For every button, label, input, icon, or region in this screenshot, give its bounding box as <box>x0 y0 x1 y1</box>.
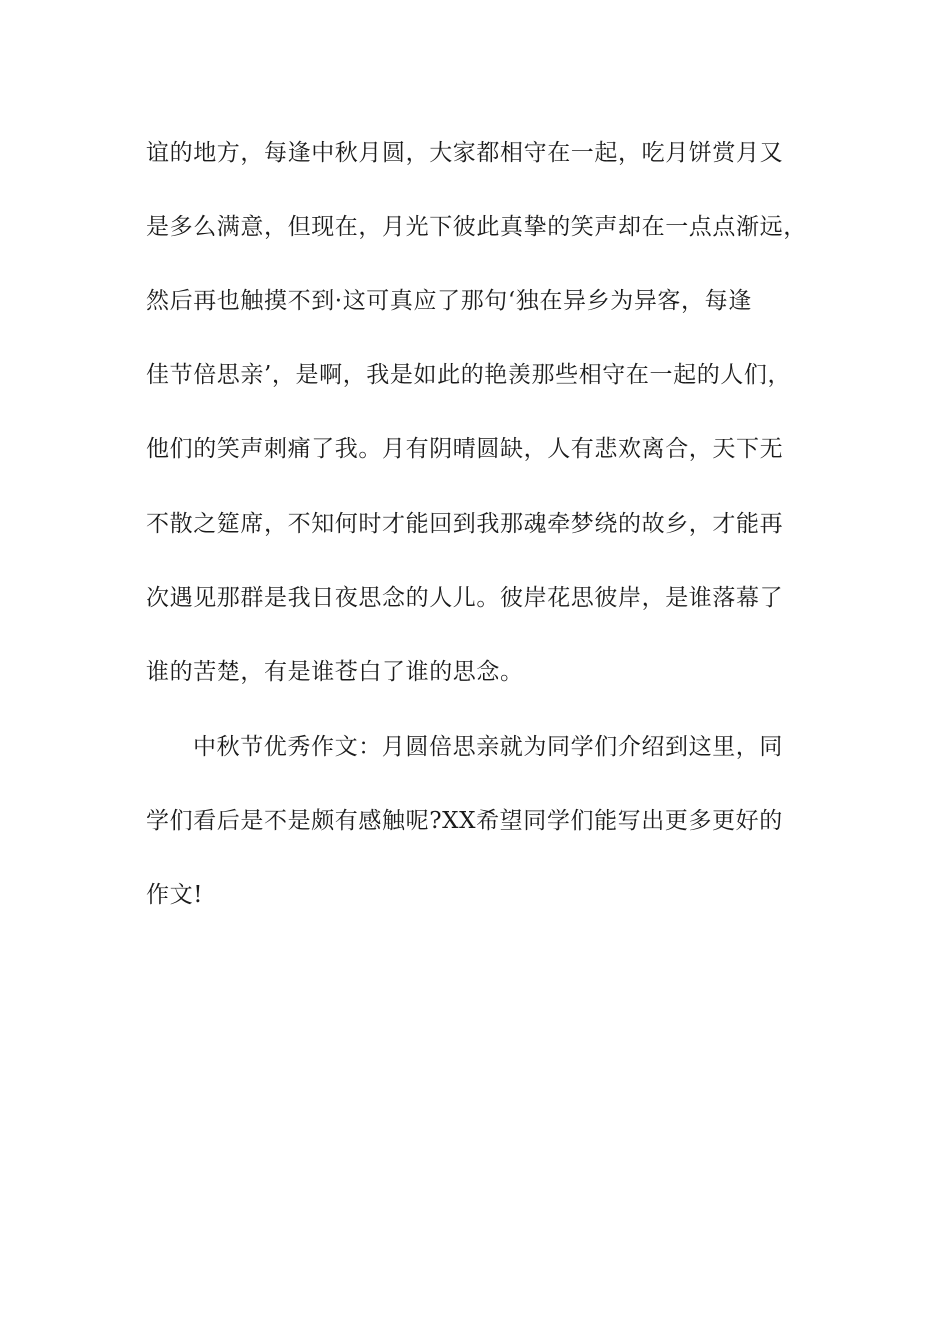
paragraph-1-line-6: 不散之筵席，不知何时才能回到我那魂牵梦绕的故乡，才能再 <box>146 511 784 537</box>
paragraph-1-line-7: 次遇见那群是我日夜思念的人儿。彼岸花思彼岸，是谁落幕了 <box>146 585 784 611</box>
paragraph-1-line-5: 他们的笑声刺痛了我。月有阴晴圆缺，人有悲欢离合，天下无 <box>146 436 784 462</box>
paragraph-1-line-3: 然后再也触摸不到·这可真应了那句‘独在异乡为异客，每逢 <box>146 288 752 314</box>
paragraph-2-line-3: 作文! <box>146 882 204 908</box>
paragraph-1-line-1: 谊的地方，每逢中秋月圆，大家都相守在一起，吃月饼赏月又 <box>146 140 784 166</box>
paragraph-2-line-2: 学们看后是不是颇有感触呢?XX希望同学们能写出更多更好的 <box>146 808 783 834</box>
paragraph-1-line-2: 是多么满意，但现在，月光下彼此真挚的笑声却在一点点渐远， <box>146 214 807 240</box>
paragraph-1-line-4: 佳节倍思亲’，是啊，我是如此的艳羡那些相守在一起的人们， <box>146 362 792 388</box>
paragraph-1-line-8: 谁的苦楚，有是谁苍白了谁的思念。 <box>146 659 524 685</box>
paragraph-2-line-1: 中秋节优秀作文：月圆倍思亲就为同学们介绍到这里，同 <box>193 734 783 760</box>
